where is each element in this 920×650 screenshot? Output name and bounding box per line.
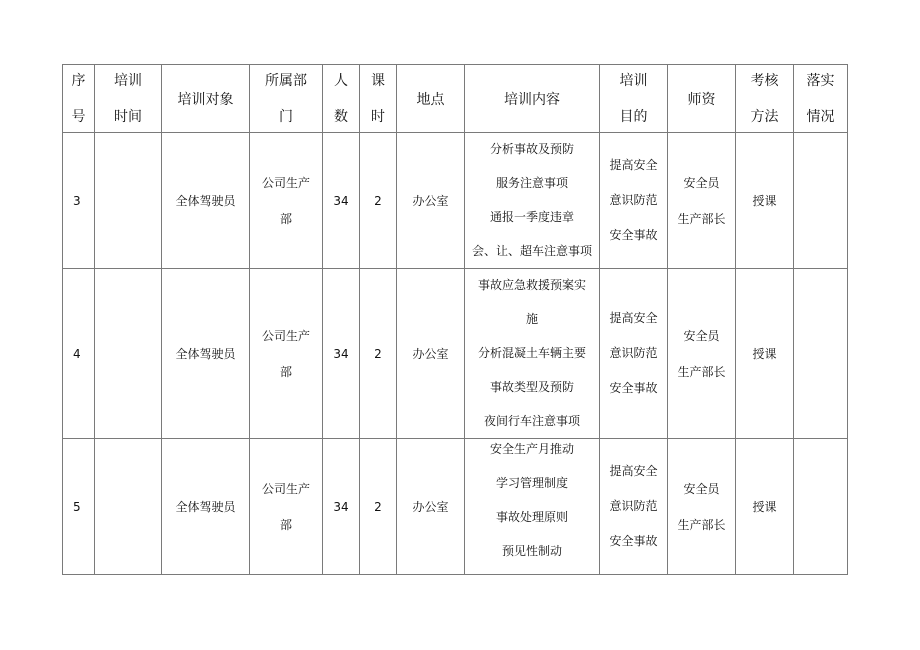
table-row [63,269,848,439]
cell-status [794,439,848,575]
header-hours: 课 时 [360,65,397,133]
header-purpose: 培训 目的 [600,65,668,133]
cell-content: 分析事故及预防 服务注意事项 通报一季度违章 会、让、超车注意事项 [465,133,600,269]
cell-status [794,133,848,269]
cell-hours: 2 [360,133,397,269]
cell-dept: 公司生产 部 [250,439,323,575]
cell-hours: 2 [360,269,397,439]
cell-content: 安全生产月推动 学习管理制度 事故处理原则 预见性制动 [465,439,600,575]
cell-time [95,133,162,269]
cell-content: 事故应急救援预案实 施 分析混凝土车辆主要 事故类型及预防 夜间行车注意事项 [465,269,600,439]
header-dept: 所属部 门 [250,65,323,133]
cell-dept: 公司生产 部 [250,269,323,439]
header-count: 人 数 [323,65,360,133]
cell-location: 办公室 [397,439,465,575]
table-row [63,439,848,575]
cell-target: 全体驾驶员 [162,439,250,575]
cell-hours: 2 [360,439,397,575]
header-no: 序 号 [63,65,95,133]
cell-method: 授课 [736,133,794,269]
training-plan-table [62,64,848,575]
cell-count: 34 [323,439,360,575]
cell-method: 授课 [736,269,794,439]
header-location: 地点 [397,65,465,133]
cell-target: 全体驾驶员 [162,133,250,269]
cell-location: 办公室 [397,269,465,439]
cell-method: 授课 [736,439,794,575]
cell-purpose: 提高安全 意识防范 安全事故 [600,439,668,575]
cell-target: 全体驾驶员 [162,269,250,439]
header-content: 培训内容 [465,65,600,133]
cell-no: 3 [63,133,95,269]
header-time: 培训 时间 [95,65,162,133]
cell-teacher: 安全员 生产部长 [668,439,736,575]
header-teacher: 师资 [668,65,736,133]
cell-location: 办公室 [397,133,465,269]
cell-teacher: 安全员 生产部长 [668,269,736,439]
cell-purpose: 提高安全 意识防范 安全事故 [600,269,668,439]
header-target: 培训对象 [162,65,250,133]
cell-status [794,269,848,439]
cell-purpose: 提高安全 意识防范 安全事故 [600,133,668,269]
cell-no: 5 [63,439,95,575]
cell-dept: 公司生产 部 [250,133,323,269]
cell-time [95,269,162,439]
table-header-row [63,65,848,133]
cell-teacher: 安全员 生产部长 [668,133,736,269]
header-method: 考核 方法 [736,65,794,133]
header-status: 落实 情况 [794,65,848,133]
cell-count: 34 [323,269,360,439]
cell-count: 34 [323,133,360,269]
cell-time [95,439,162,575]
cell-no: 4 [63,269,95,439]
table-row [63,133,848,269]
